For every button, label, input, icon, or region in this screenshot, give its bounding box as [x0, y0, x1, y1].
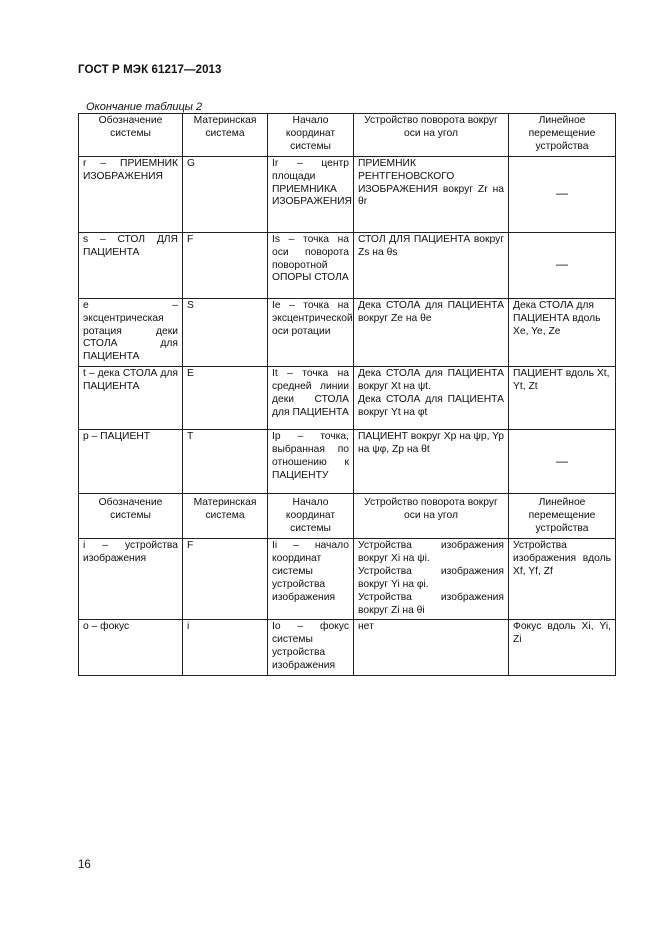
table-row — [79, 430, 616, 494]
table-row — [79, 620, 616, 676]
header-cell-linear: Линейное перемещение устройства — [509, 114, 616, 157]
cell-origin: Io – фокус системы устройства изображения — [268, 620, 354, 676]
table-caption: Окончание таблицы 2 — [86, 101, 203, 113]
coordinate-systems-table — [78, 113, 616, 676]
cell-parent: i — [183, 620, 268, 676]
cell-designation: i – устройства изображения — [79, 538, 183, 619]
cell-rotation — [354, 298, 509, 367]
cell-origin: Ie – точка на эксцентрической оси ротации — [268, 298, 354, 367]
cell-origin: Is – точка на оси поворота поворотной ОПОРЫ СТОЛА — [268, 232, 354, 298]
cell-parent: E — [183, 367, 268, 430]
cell-parent: T — [183, 430, 268, 494]
header-cell-parent: Материнская система — [183, 494, 268, 539]
rotation-line: Устройства изображения вокруг Xi на ψi. — [358, 539, 504, 564]
table-row — [79, 538, 616, 619]
cell-linear: Дека СТОЛА для ПАЦИЕНТА вдоль Xe, Ye, Ze — [509, 298, 616, 367]
rotation-line: ПРИЕМНИК РЕНТГЕНОВСКОГО ИЗОБРАЖЕНИЯ вокруг Zr на θr — [358, 157, 504, 208]
cell-linear: — — [509, 430, 616, 494]
cell-linear: Устройства изображения вдоль Xf, Yf, Zf — [509, 538, 616, 619]
cell-origin: Ir – центр площади ПРИЕМНИКА ИЗОБРАЖЕНИЯ — [268, 156, 354, 232]
cell-rotation — [354, 367, 509, 430]
header-cell-rotation: Устройство поворота вокруг оси на угол — [354, 114, 509, 157]
rotation-line: Дека СТОЛА для ПАЦИЕНТА вокруг Yt на φt — [358, 394, 504, 418]
header-cell-parent: Материнская система — [183, 114, 268, 157]
cell-designation: e – эксцентрическая ротация деки СТОЛА для ПАЦИЕНТА — [79, 298, 183, 367]
page-number: 16 — [78, 859, 91, 871]
header-cell-origin: Начало координат системы — [268, 114, 354, 157]
header-cell-rotation: Устройство поворота вокруг оси на угол — [354, 494, 509, 539]
table-row — [79, 232, 616, 298]
cell-designation: r – ПРИЕМНИК ИЗОБРАЖЕНИЯ — [79, 156, 183, 232]
cell-designation: p – ПАЦИЕНТ — [79, 430, 183, 494]
cell-rotation — [354, 538, 509, 619]
rotation-line: Дека СТОЛА для ПАЦИЕНТА вокруг Ze на θe — [358, 299, 504, 324]
rotation-line: нет — [358, 621, 374, 633]
table-header-row — [79, 114, 616, 157]
cell-linear: — — [509, 232, 616, 298]
header-cell-designation: Обозначение системы — [79, 114, 183, 157]
cell-parent: S — [183, 298, 268, 367]
rotation-line: СТОЛ ДЛЯ ПАЦИЕНТА вокруг Zs на θs — [358, 233, 504, 258]
table-row — [79, 156, 616, 232]
table-row — [79, 367, 616, 430]
cell-rotation — [354, 232, 509, 298]
cell-designation: s – СТОЛ ДЛЯ ПАЦИЕНТА — [79, 232, 183, 298]
cell-rotation — [354, 156, 509, 232]
cell-origin: Ip – точка, выбранная по отношению к ПАЦИЕНТУ — [268, 430, 354, 494]
cell-rotation — [354, 620, 509, 676]
cell-rotation — [354, 430, 509, 494]
rotation-line: Дека СТОЛА для ПАЦИЕНТА вокруг Xt на ψt. — [358, 368, 504, 393]
cell-parent: F — [183, 232, 268, 298]
cell-origin: It – точка на средней линии деки СТОЛА для ПАЦИЕНТА — [268, 367, 354, 430]
cell-linear: — — [509, 156, 616, 232]
table-header-row-repeat — [79, 494, 616, 539]
cell-designation: o – фокус — [79, 620, 183, 676]
cell-designation: t – дека СТОЛА для ПАЦИЕНТА — [79, 367, 183, 430]
cell-parent: F — [183, 538, 268, 619]
rotation-line: ПАЦИЕНТ вокруг Xp на ψp, Yp на ψφ, Zp на θt — [358, 431, 504, 456]
rotation-line: Устройства изображения вокруг Zi на θi — [358, 591, 504, 616]
cell-origin: Ii – начало координат системы устройства изображения — [268, 538, 354, 619]
header-cell-linear: Линейное перемещение устройства — [509, 494, 616, 539]
header-cell-designation: Обозначение системы — [79, 494, 183, 539]
rotation-line: Устройства изображения вокруг Yi на φi. — [358, 565, 504, 590]
table-row — [79, 298, 616, 367]
document-header: ГОСТ Р МЭК 61217—2013 — [78, 64, 222, 76]
cell-linear: ПАЦИЕНТ вдоль Xt, Yt, Zt — [509, 367, 616, 430]
cell-parent: G — [183, 156, 268, 232]
cell-linear: Фокус вдоль Xi, Yi, Zi — [509, 620, 616, 676]
header-cell-origin: Начало координат системы — [268, 494, 354, 539]
